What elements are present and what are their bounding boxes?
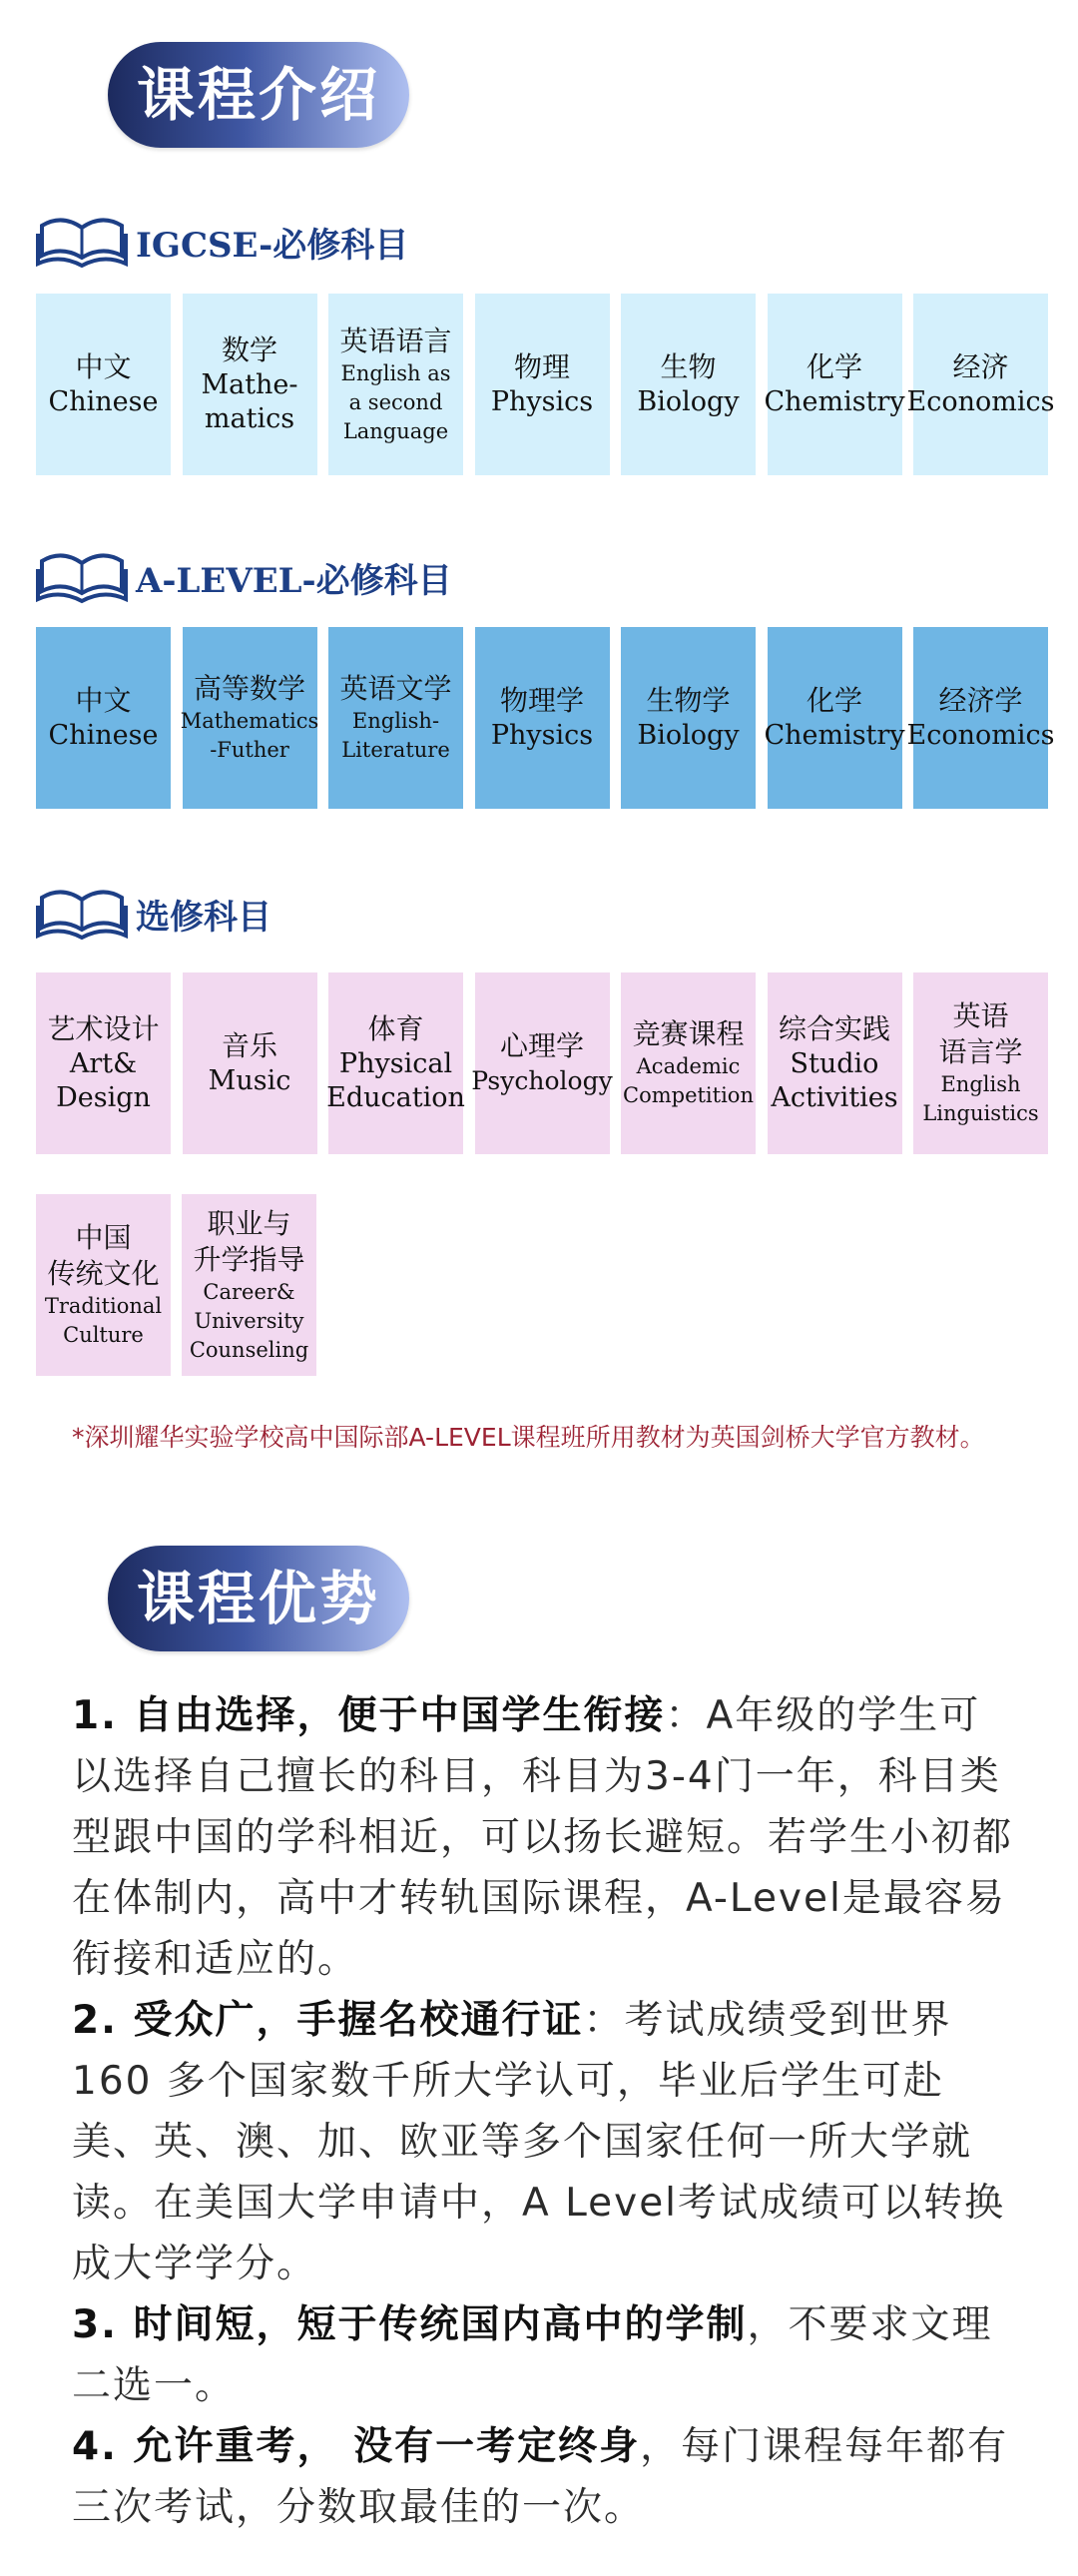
subject-zh: 中文 [75,350,132,383]
subject-en: Mathematics [180,709,319,733]
subject-zh: 职业与 [207,1206,291,1240]
subject-zh: 中文 [75,684,132,717]
igcse-subject-english [328,294,463,475]
subject-en: matics [204,403,295,434]
subject-zh: 化学 [806,350,862,383]
subject-en: Economics [906,386,1055,417]
subject-en: Culture [63,1323,144,1347]
subject-en: Career& [203,1279,295,1304]
course-intro-heading: 课程介绍 [108,42,409,148]
alevel-section-header [36,547,452,607]
igcse-subject-chemistry [764,294,905,475]
electives-row-2 [36,1194,1048,1376]
subject-zh: 音乐 [221,1029,277,1062]
subject-en: Activities [771,1082,898,1113]
subject-en: English- [351,709,440,733]
elective-traditional-culture [36,1194,171,1376]
open-book-icon [36,547,128,607]
elective-academic-competition [621,972,756,1154]
alevel-subject-chemistry [764,627,905,809]
elective-art-design [36,972,171,1154]
subject-en: Chemistry [764,720,905,751]
subject-zh: 经济学 [938,684,1023,717]
alevel-title: A-LEVEL-必修科目 [136,560,452,601]
subject-zh: 物理 [513,350,570,383]
subject-zh: 经济 [952,350,1009,383]
subject-en: Chemistry [764,386,905,417]
subject-zh: 语言学 [938,1035,1023,1068]
subject-zh: 综合实践 [778,1012,890,1045]
subject-en: Chinese [48,386,159,417]
igcse-subject-chinese [36,294,171,475]
subject-en: Biology [637,386,740,417]
subject-zh: 物理学 [499,684,584,717]
subject-zh: 心理学 [499,1029,584,1062]
advantage-item-1 [72,1685,1016,1990]
igcse-subject-physics [475,294,610,475]
alevel-subjects-row [36,627,1055,809]
elective-physical-education [328,972,463,1154]
advantage-text: ，不要求文理二选一。 [72,2302,993,2408]
advantage-text: ：考试成绩受到世界 160 多个国家数千所大学认可，毕业后学生可赴美、英、澳、加、欧亚等多个国家任何一所大学就读。在美国大学申请中，A Level考试成绩可以转换成大学学分。 [72,1998,1006,2286]
subject-en: Education [326,1082,465,1113]
subject-en: Mathe- [201,369,298,400]
subject-en: Music [208,1065,291,1096]
electives-row-1 [36,972,1048,1154]
open-book-icon [36,212,128,272]
electives-section-header [36,884,271,944]
subject-en: Competition [623,1083,754,1107]
elective-psychology [471,972,613,1154]
subject-en: Language [342,418,449,443]
textbook-note: *深圳耀华实验学校高中国际部A-LEVEL课程班所用教材为英国剑桥大学官方教材。 [72,1423,985,1452]
elective-career-counseling [182,1194,316,1376]
course-advantages-heading: 课程优势 [108,1546,409,1651]
subject-en: Psychology [471,1066,613,1095]
subject-zh: 升学指导 [193,1242,305,1276]
subject-en: Studio [790,1048,879,1079]
subject-en: Counseling [189,1337,309,1362]
igcse-subjects-row [36,294,1055,475]
subject-en: English [940,1072,1021,1096]
subject-en: a second [348,389,443,414]
subject-zh: 英语 [952,999,1009,1032]
subject-zh: 艺术设计 [47,1012,160,1045]
advantage-item-3 [72,2294,1016,2416]
advantage-item-2 [72,1990,1016,2294]
subject-en: Art& [69,1048,138,1079]
alevel-subject-physics [475,627,610,809]
alevel-subject-chinese [36,627,171,809]
elective-studio-activities [768,972,902,1154]
subject-zh: 体育 [367,1012,424,1045]
open-book-icon [36,884,128,944]
subject-en: Literature [341,738,450,762]
subject-en: Physical [338,1048,453,1079]
elective-english-linguistics [913,972,1048,1154]
elective-music [183,972,317,1154]
subject-en: -Futher [210,738,289,762]
subject-en: Design [56,1082,151,1113]
subject-en: Physics [490,720,594,751]
alevel-subject-economics [906,627,1055,809]
igcse-subject-economics [906,294,1055,475]
igcse-subject-biology [621,294,756,475]
subject-zh: 竞赛课程 [632,1017,745,1050]
subject-zh: 中国 [75,1221,132,1254]
subject-zh: 高等数学 [193,672,305,705]
subject-zh: 化学 [806,684,862,717]
subject-en: Economics [906,720,1055,751]
advantages-list [72,1685,1016,2538]
subject-en: Linguistics [922,1101,1039,1125]
advantage-heading: 1. 自由选择，便于中国学生衔接 [72,1693,666,1738]
subject-en: Biology [637,720,740,751]
subject-zh: 生物 [660,350,717,383]
advantage-text: ，每门课程每年都有三次考试，分数取最佳的一次。 [72,2424,1009,2530]
subject-en: University [194,1308,304,1333]
subject-en: Physics [490,386,594,417]
subject-en: Traditional [44,1294,163,1318]
subject-zh: 英语语言 [339,323,452,357]
subject-zh: 数学 [221,333,277,366]
igcse-section-header [36,212,408,272]
advantage-heading: 4. 允许重考， 没有一考定终身 [72,2424,641,2469]
advantage-text: ：A年级的学生可以选择自己擅长的科目，科目为3-4门一年，科目类型跟中国的学科相近，可以扬长避短。若学生小初都在体制内，高中才转轨国际课程，A-Level是最容易衔接和适应的。 [72,1693,1014,1982]
igcse-title: IGCSE-必修科目 [136,225,409,266]
electives-title: 选修科目 [136,897,271,938]
alevel-subject-english-literature [328,627,463,809]
advantage-item-4 [72,2416,1016,2538]
subject-en: English as [340,360,451,385]
alevel-subject-biology [621,627,756,809]
subject-en: Chinese [48,720,159,751]
subject-zh: 传统文化 [47,1257,160,1290]
subject-zh: 英语文学 [339,672,452,705]
subject-zh: 生物学 [646,684,731,717]
subject-en: Academic [636,1054,741,1078]
alevel-subject-further-maths [180,627,319,809]
igcse-subject-mathematics [183,294,317,475]
advantage-heading: 2. 受众广，手握名校通行证 [72,1998,584,2043]
advantage-heading: 3. 时间短，短于传统国内高中的学制 [72,2302,748,2347]
